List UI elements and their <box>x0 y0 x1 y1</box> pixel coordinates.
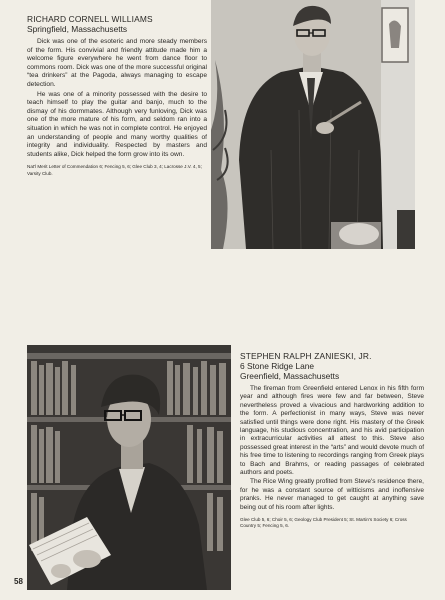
bio-paragraph: Dick was one of the esoteric and more steady members of the form. His convivial and friendly attitude made him a welcome figure everywhere he went from dance floor to commons room. Dick was one of the more successful original “tea drinkers” at the Pagoda, always managing to escape detection. <box>27 38 207 88</box>
senior-bio-zanieski <box>240 351 424 530</box>
bio-paragraph: He was one of a minority possessed with the desire to teach himself to play the guitar and banjo, much to the dismay of his dormmates. Although very funloving, Dick was one of the more mature of his form, and seldom ran into a situation in which he was not in complete control. He enjoyed an understanding of people and many worthy qualities of integrity and individuality. Respected by masters and students alike, Dick helped the form grow into its own. <box>27 90 207 158</box>
student-name: STEPHEN RALPH ZANIESKI, JR. <box>240 351 372 361</box>
bio-paragraph: The fireman from Greenfield entered Lenox in his fifth form year and although fires were few and far between, Steve nevertheless proved a vivacious and hardworking addition to the form. A perfectionist in many ways, Steve was never satisfied until things were done right. His mastery of the Greek language, his studious concentration, and his avid participation in extracurricular activities all attest to this. Steve also possessed great interest in the “arts” and would devote much of his free time to listening to recordings ranging from Greek plays to Bach and Brahms, or reading passages of celebrated authors and poets. <box>240 385 424 477</box>
page-number: 58 <box>14 577 23 586</box>
activities-list: Glee Club 5, 6; Choir 5, 6; Geology Club President 5; St. Martin's Society 6; Cross Country 5; Fencing 5, 6. <box>240 517 407 529</box>
student-hometown: Greenfield, Massachusetts <box>240 371 340 381</box>
senior-portrait-williams <box>211 0 415 249</box>
senior-bio-williams <box>27 14 207 177</box>
activities-list: Nat'l Merit Letter of Commendation 6; Fencing 5, 6; Glee Club 3, 4; Lacrosse J.V. 4, 5; Varsity Club. <box>27 164 202 176</box>
student-name: RICHARD CORNELL WILLIAMS <box>27 14 153 24</box>
bio-paragraph: The Rice Wing greatly profited from Steve's residence there, for he was a constant source of witticisms and inoffensive pranks. He never managed to get caught at anything save being out of his room after lights. <box>240 478 424 511</box>
student-hometown: Springfield, Massachusetts <box>27 24 128 34</box>
student-address: 6 Stone Ridge Lane <box>240 361 315 371</box>
senior-portrait-zanieski <box>27 345 231 590</box>
